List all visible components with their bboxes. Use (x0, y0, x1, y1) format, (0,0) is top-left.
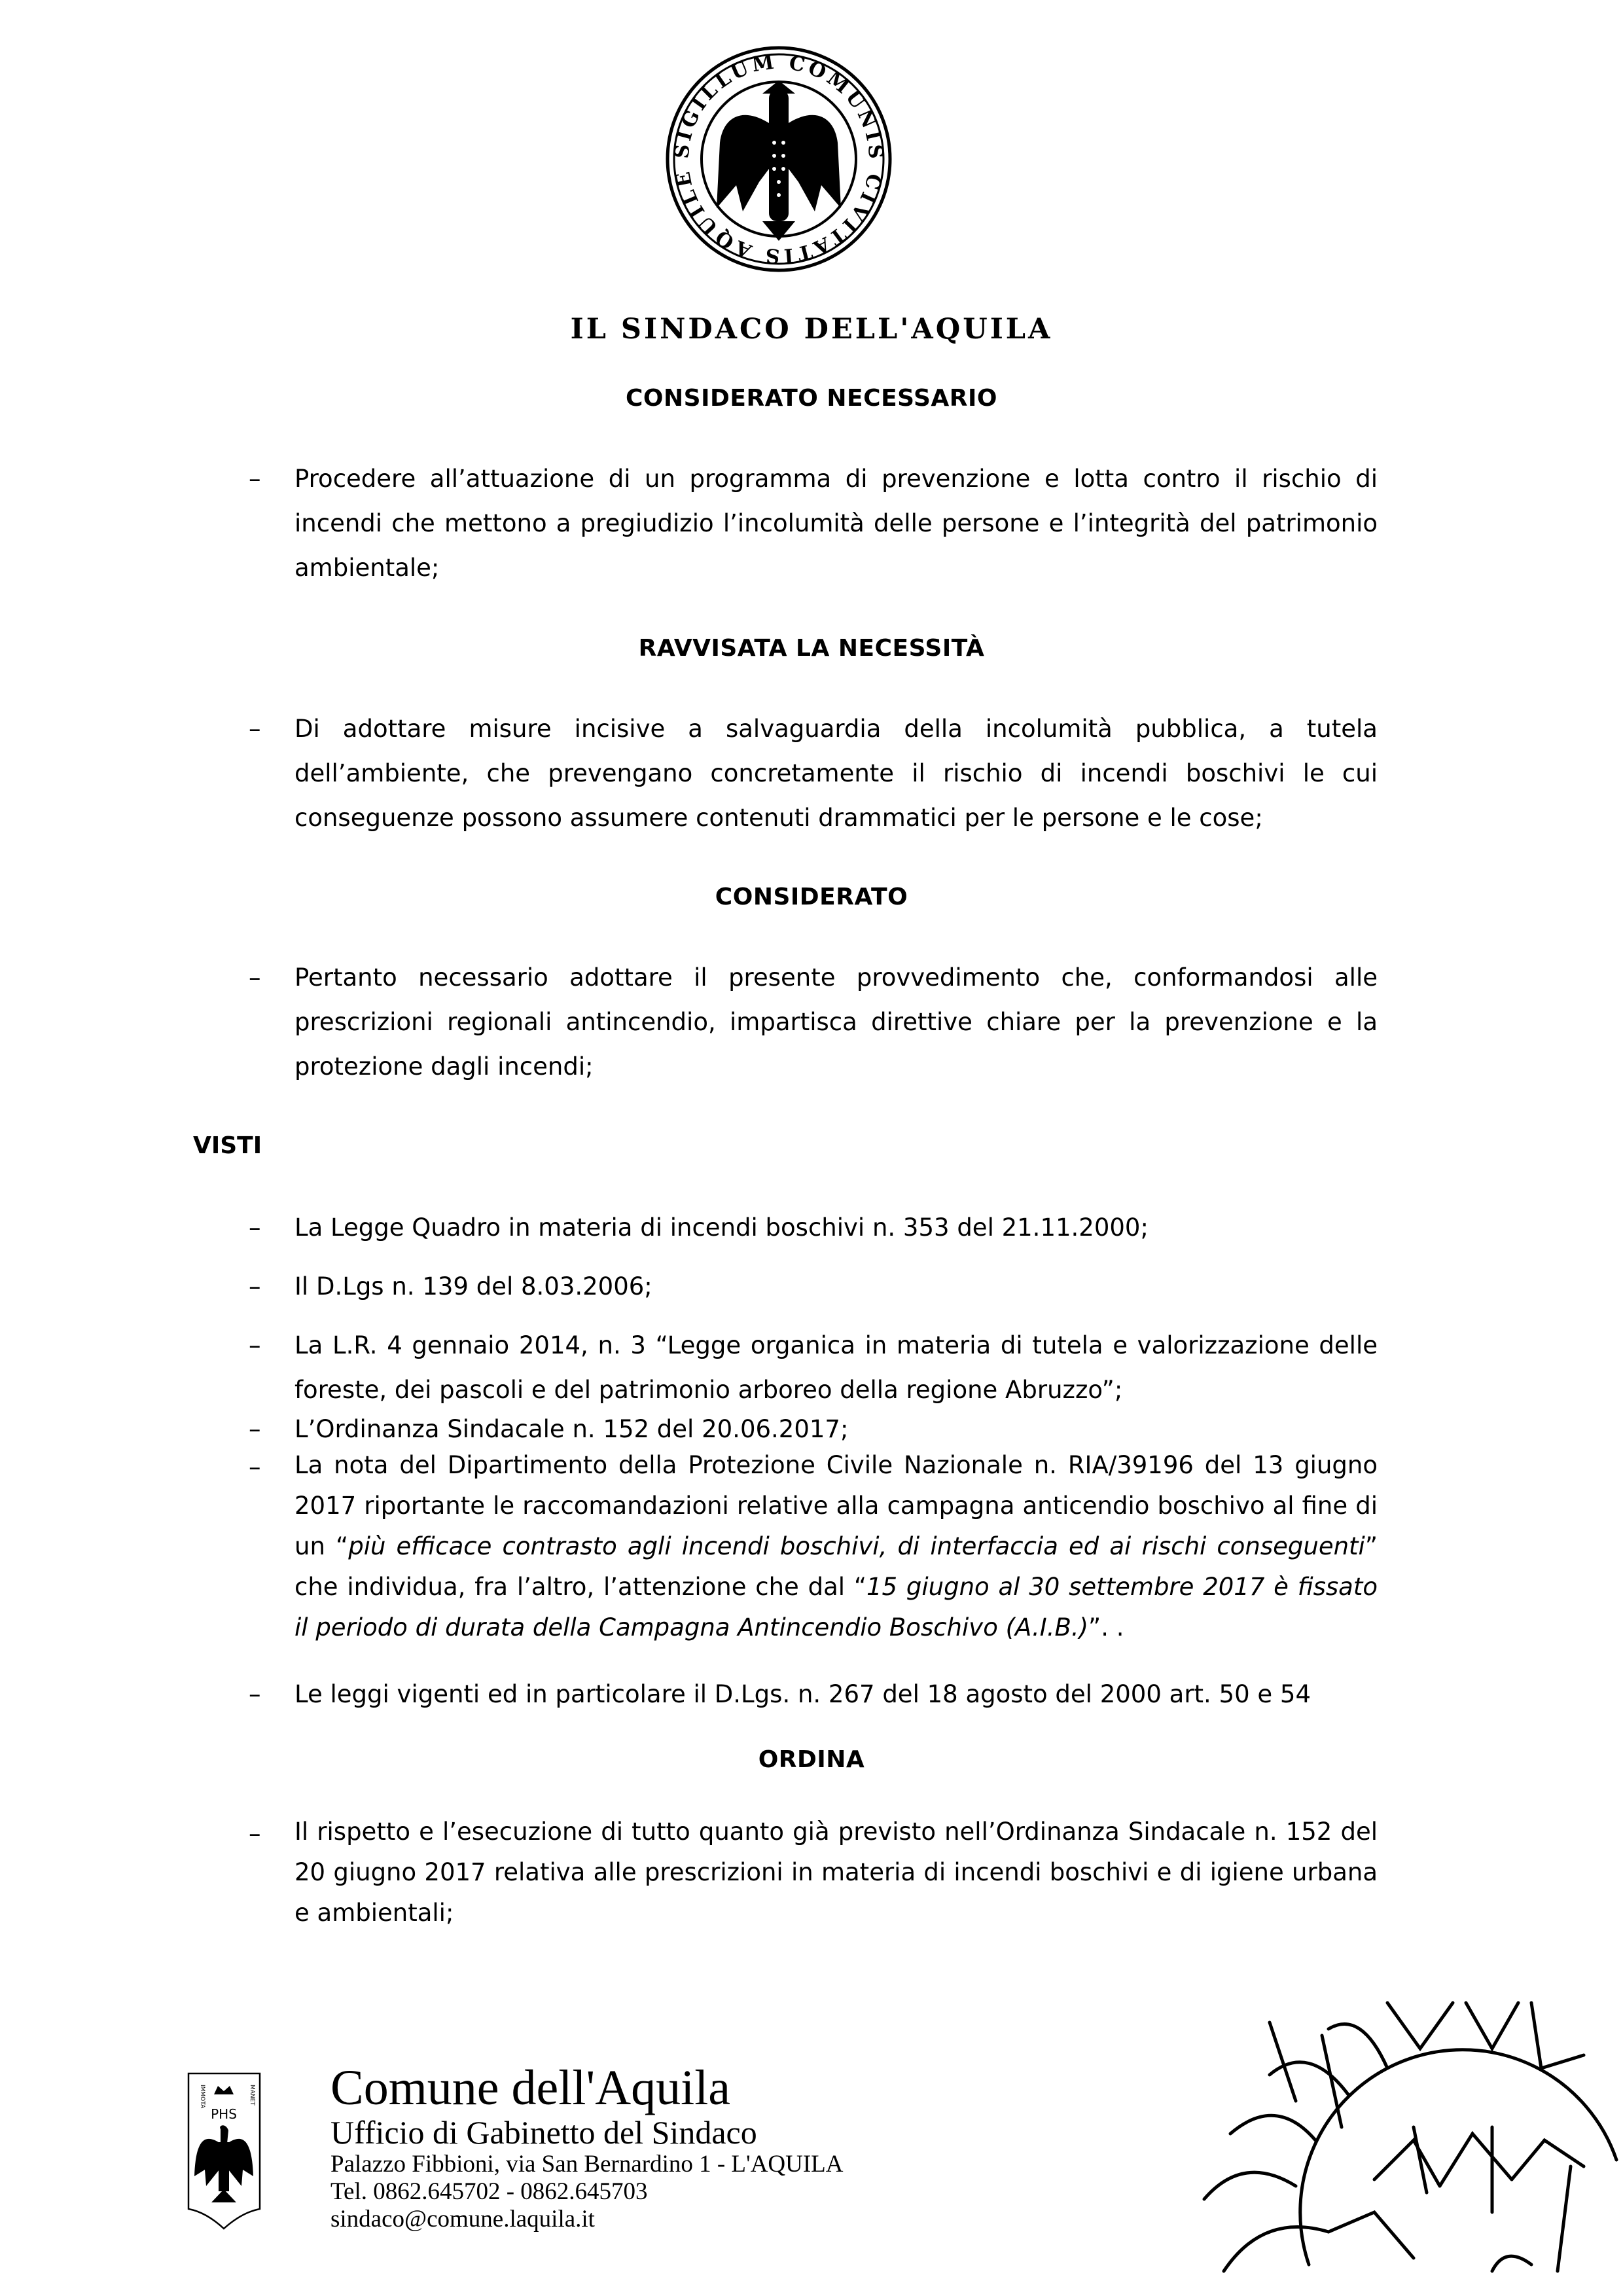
item-text: Procedere all’attuazione di un programma di prevenzione e lotta contro il rischio di incendi che mettono a pregiudizio l’incolumità delle persone e l’integrità del patrimonio ambientale; (294, 465, 1378, 582)
item-text: La Legge Quadro in materia di incendi boschivi n. 353 del 21.11.2000; (294, 1213, 1149, 1242)
dash-bullet: – (249, 1213, 261, 1242)
list-item (249, 1445, 1378, 1648)
list-item (249, 1265, 1378, 1309)
page-title: IL SINDACO DELL'AQUILA (570, 313, 1053, 346)
dash-bullet: – (249, 1680, 261, 1708)
footer-letterhead (330, 2062, 844, 2233)
item-text: La nota del Dipartimento della Protezione Civile Nazionale n. RIA/39196 del 13 giugno 2017 riportante le raccomandazioni relative alla campagna anticendio boschivo al fine di un “più efficace contrasto agli incendi boschivi, di interfaccia ed ai rischi conseguenti” che individua, fra l’altro, l’attenzione che dal “15 giugno al 30 settembre 2017 è fissato il periodo di durata della Campagna Antincendio Boschivo (A.I.B.)”. . (294, 1451, 1378, 1641)
svg-text:IMMOTA: IMMOTA (199, 2085, 205, 2109)
heading-considerato-necessario: CONSIDERATO NECESSARIO (626, 385, 997, 412)
address: Palazzo Fibbioni, via San Bernardino 1 - L'AQUILA (330, 2151, 844, 2178)
dash-bullet: – (249, 1415, 261, 1443)
dash-bullet: – (249, 1820, 261, 1848)
list-item (249, 1206, 1378, 1250)
dash-bullet: – (249, 1331, 261, 1359)
italic-quote: più efficace contrasto agli incendi boschivi, di interfaccia ed ai rischi conseguenti (348, 1532, 1365, 1560)
rose-window-ornament-icon (1165, 1996, 1623, 2296)
svg-text:MANET: MANET (249, 2085, 255, 2106)
svg-text:SIGILLUM COMUNIS CIVITATIS AQU: SIGILLUM COMUNIS CIVITATIS AQUILE (670, 50, 887, 268)
svg-text:PHS: PHS (211, 2106, 237, 2122)
office-name: Ufficio di Gabinetto del Sindaco (330, 2114, 757, 2151)
list-item (249, 1672, 1378, 1717)
dash-bullet: – (249, 963, 261, 992)
list-item (249, 457, 1378, 590)
heading-ravvisata-la-necessita: RAVVISATA LA NECESSITÀ (638, 635, 985, 662)
item-text: Di adottare misure incisive a salvaguardia della incolumità pubblica, a tutela dell’ambiente, che prevengano concretamente il rischio di incendi boschivi le cui conseguenze possono assumere contenuti drammatici per le persone e le cose; (294, 715, 1378, 832)
item-text: Il rispetto e l’esecuzione di tutto quanto già previsto nell’Ordinanza Sindacale n. 152 del 20 giugno 2017 relativa alle prescrizioni in materia di incendi boschivi e di igiene urbana e ambientali; (294, 1818, 1378, 1927)
list-item (249, 707, 1378, 840)
heading-ordina: ORDINA (758, 1746, 865, 1773)
dash-bullet: – (249, 1272, 261, 1300)
dash-bullet: – (249, 1453, 261, 1481)
item-text: La L.R. 4 gennaio 2014, n. 3 “Legge organica in materia di tutela e valorizzazione delle foreste, dei pascoli e del patrimonio arboreo della regione Abruzzo”; (294, 1331, 1378, 1404)
italic-quote: 15 giugno al 30 settembre 2017 è fissato il periodo di durata della Campagna Antincendio Boschivo (A.I.B.) (294, 1573, 1378, 1641)
heading-considerato: CONSIDERATO (715, 884, 908, 910)
comune-name: Comune dell'Aquila (330, 2060, 731, 2115)
heading-visti: VISTI (193, 1132, 262, 1159)
dash-bullet: – (249, 715, 261, 743)
email-link[interactable]: sindaco@comune.laquila.it (330, 2206, 595, 2233)
item-text: L’Ordinanza Sindacale n. 152 del 20.06.2017; (294, 1415, 849, 1443)
phone: Tel. 0862.645702 - 0862.645703 (330, 2178, 648, 2205)
list-item (249, 1323, 1378, 1412)
item-text: Il D.Lgs n. 139 del 8.03.2006; (294, 1272, 652, 1300)
city-seal-eagle-icon (664, 45, 893, 274)
item-text: Pertanto necessario adottare il presente provvedimento che, conformandosi alle prescrizioni regionali antincendio, impartisca direttive chiare per la prevenzione e la protezione dagli incendi; (294, 963, 1378, 1081)
list-item (249, 1812, 1378, 1933)
dash-bullet: – (249, 465, 261, 493)
comune-crest-eagle-icon (187, 2072, 262, 2232)
item-text: Le leggi vigenti ed in particolare il D.Lgs. n. 267 del 18 agosto del 2000 art. 50 e 54 (294, 1680, 1311, 1708)
list-item (249, 956, 1378, 1089)
